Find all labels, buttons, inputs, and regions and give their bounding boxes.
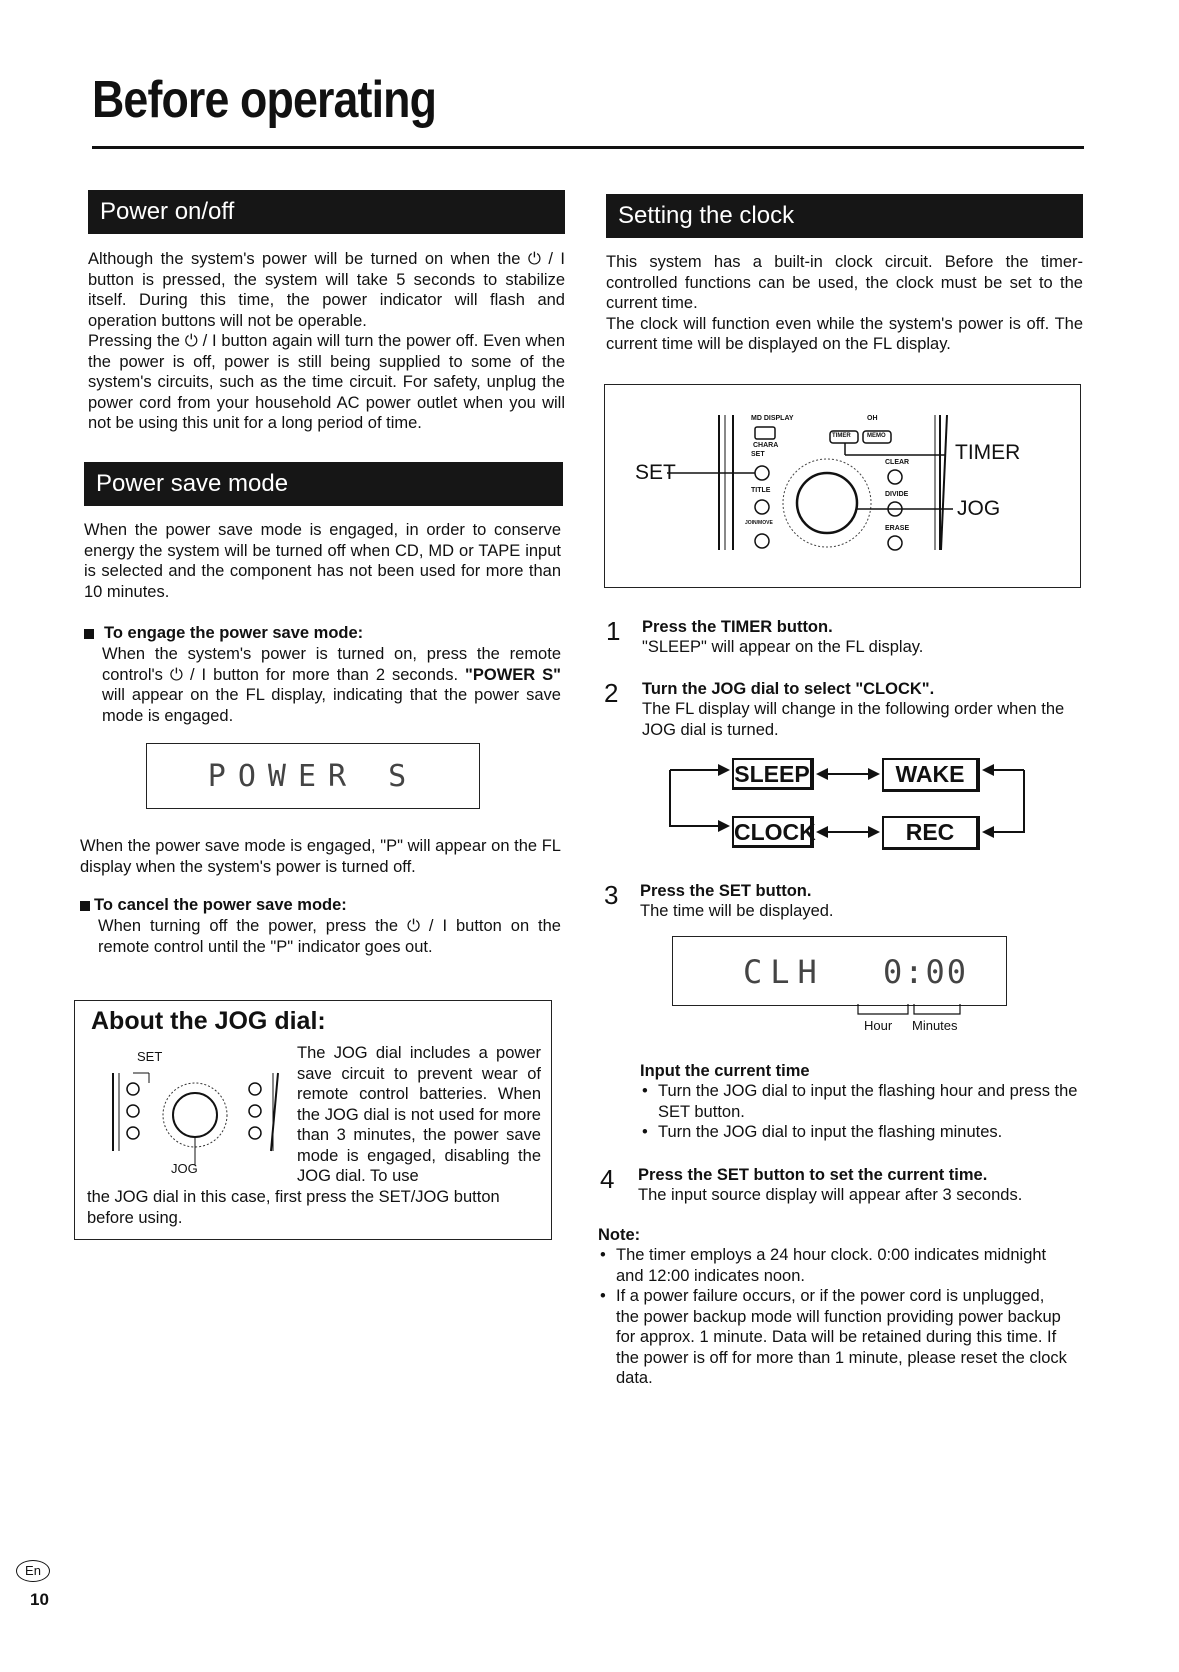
- step-2: [642, 680, 1082, 740]
- small-md-display: MD DISPLAY: [751, 415, 794, 422]
- jog-text-bottom: the JOG dial in this case, first press the SET/JOG button before using.: [87, 1188, 500, 1227]
- step-4-title: Press the SET button to set the current time.: [638, 1166, 988, 1184]
- power-s-display: [146, 743, 480, 809]
- input-bullet-2: • Turn the JOG dial to input the flashing minutes.: [640, 1122, 1080, 1143]
- power-onoff-body: [88, 249, 565, 434]
- page-number: 10: [30, 1590, 49, 1609]
- power-s-display-text: POWER S: [207, 758, 419, 794]
- step-2-title: Turn the JOG dial to select "CLOCK".: [642, 680, 935, 698]
- minutes-label: Minutes: [912, 1018, 958, 1033]
- hour-label: Hour: [864, 1018, 893, 1033]
- cycle-rec: REC: [882, 816, 980, 850]
- clock-display: [672, 936, 1007, 1006]
- power-save-intro: When the power save mode is engaged, in order to conserve energy the system will be turned off when CD, MD or TAPE input is selected and the component has not been used for more than 10 minutes.: [84, 521, 561, 601]
- clock-display-left: CLH: [743, 953, 825, 991]
- small-memo: MEMO: [867, 433, 886, 439]
- language-badge: [16, 1560, 50, 1582]
- step-1-number: 1: [606, 616, 621, 646]
- step-4: [638, 1166, 1082, 1206]
- step-1-text: "SLEEP" will appear on the FL display.: [642, 638, 924, 656]
- engage-title: To engage the power save mode:: [104, 624, 364, 642]
- cycle-wake: WAKE: [882, 758, 980, 792]
- note-bullets: [598, 1245, 1070, 1389]
- note-title: Note:: [598, 1226, 641, 1244]
- clock-panel-diagram: [605, 385, 1079, 585]
- step-3-text: The time will be displayed.: [640, 902, 834, 920]
- small-clear: CLEAR: [885, 459, 910, 466]
- cycle-clock: CLOCK: [732, 816, 814, 848]
- step-3-number: 3: [604, 880, 619, 910]
- cancel-block: [80, 896, 561, 957]
- square-bullet-icon: [80, 901, 90, 911]
- cycle-diagram: [668, 752, 1028, 856]
- engage-text: [102, 644, 561, 726]
- step-4-text: The input source display will appear after 3 seconds.: [638, 1186, 1023, 1204]
- diagram-label-jog: JOG: [957, 497, 1001, 520]
- step-1-title: Press the TIMER button.: [642, 618, 833, 636]
- small-divide: DIVIDE: [885, 491, 909, 498]
- clock-intro1: This system has a built-in clock circuit. Before the timer-controlled functions can be used, the clock must be set to the current time.: [606, 253, 1083, 312]
- small-set: SET: [751, 451, 765, 458]
- power-onoff-para1: Although the system's power will be turned on when the ⏻ / I button is pressed, the system will take 5 seconds to stabilize itself. During this time, the power indicator will flash and operation buttons will not be operable.: [88, 250, 565, 330]
- square-bullet-icon: [84, 629, 94, 639]
- jog-box: [74, 1000, 552, 1240]
- input-bullets: [640, 1081, 1080, 1143]
- power-save-after-display: When the power save mode is engaged, "P" will appear on the FL display when the system's power is turned off.: [80, 837, 561, 876]
- engage-text-b: will appear on the FL display, indicating that the power save mode is engaged.: [102, 686, 561, 725]
- engage-block: [84, 624, 561, 726]
- diagram-label-set: SET: [635, 461, 676, 484]
- clock-display-right: 0:00: [883, 953, 969, 991]
- step-3: [640, 882, 1080, 922]
- diagram-label-timer: TIMER: [955, 441, 1021, 464]
- jog-heading: About the JOG dial:: [91, 1007, 326, 1035]
- clock-diagram-box: [604, 384, 1081, 588]
- jog-label-jog: JOG: [171, 1161, 198, 1176]
- note-block: [598, 1226, 1070, 1389]
- cancel-title: To cancel the power save mode:: [94, 896, 347, 914]
- power-onoff-para2: Pressing the ⏻ / I button again will turn the power off. Even when the power is off, power is still being supplied to some of the system's circuits, such as the time circuit. For safety, unplug the power cord from your household AC power outlet when you will not be using this unit for a long period of time.: [88, 332, 565, 432]
- note-2: • If a power failure occurs, or if the power cord is unplugged, the power backup mode will function providing power backup for approx. 1 minute. Data will be retained during this time. If the power is off for more than 1 minute, please reset the clock data.: [598, 1286, 1070, 1389]
- small-oh: OH: [867, 415, 878, 422]
- cancel-text: When turning off the power, press the ⏻ / I button on the remote control until the "P" indicator goes out.: [98, 917, 561, 956]
- small-erase: ERASE: [885, 525, 910, 532]
- step-2-number: 2: [604, 678, 619, 708]
- language-badge-text: En: [25, 1563, 41, 1578]
- step-4-number: 4: [600, 1164, 615, 1194]
- engage-text-bold: "POWER S": [465, 665, 561, 684]
- jog-label-set: SET: [137, 1049, 163, 1064]
- page-title: Before operating: [92, 71, 437, 129]
- power-onoff-heading: [88, 190, 565, 234]
- jog-text-right: The JOG dial includes a power save circuit to prevent wear of remote control batteries. When the JOG dial is not used for more than 3 minutes, the power save mode is engaged, disabling the JOG dial. To use: [297, 1044, 541, 1185]
- clock-heading-text: Setting the clock: [618, 202, 795, 229]
- step-3-title: Press the SET button.: [640, 882, 812, 900]
- small-chara: CHARA: [753, 442, 779, 449]
- small-joinmove: JOIN/MOVE: [745, 520, 773, 526]
- clock-intro: [606, 252, 1083, 355]
- input-current-time: [640, 1062, 1080, 1143]
- jog-mini-diagram: [105, 1045, 305, 1175]
- power-save-heading-text: Power save mode: [96, 470, 289, 497]
- cycle-sleep: SLEEP: [732, 758, 814, 790]
- small-title: TITLE: [751, 487, 771, 494]
- clock-heading: [606, 194, 1083, 238]
- engage-text-a: When the system's power is turned on, press the remote control's ⏻ / I button for more than 2 seconds.: [102, 645, 561, 684]
- note-1: • The timer employs a 24 hour clock. 0:00 indicates midnight and 12:00 indicates noon.: [598, 1245, 1070, 1286]
- step-2-text: The FL display will change in the following order when the JOG dial is turned.: [642, 700, 1065, 739]
- power-onoff-heading-text: Power on/off: [100, 198, 235, 225]
- title-rule: [92, 146, 1084, 149]
- small-timer: TIMER: [832, 433, 851, 439]
- clock-intro2: The clock will function even while the system's power is off. The current time will be displayed on the FL display.: [606, 314, 1083, 353]
- step-1: [642, 618, 1082, 658]
- input-title: Input the current time: [640, 1062, 810, 1080]
- input-bullet-1: • Turn the JOG dial to input the flashing hour and press the SET button.: [640, 1081, 1080, 1122]
- power-save-heading: [84, 462, 563, 506]
